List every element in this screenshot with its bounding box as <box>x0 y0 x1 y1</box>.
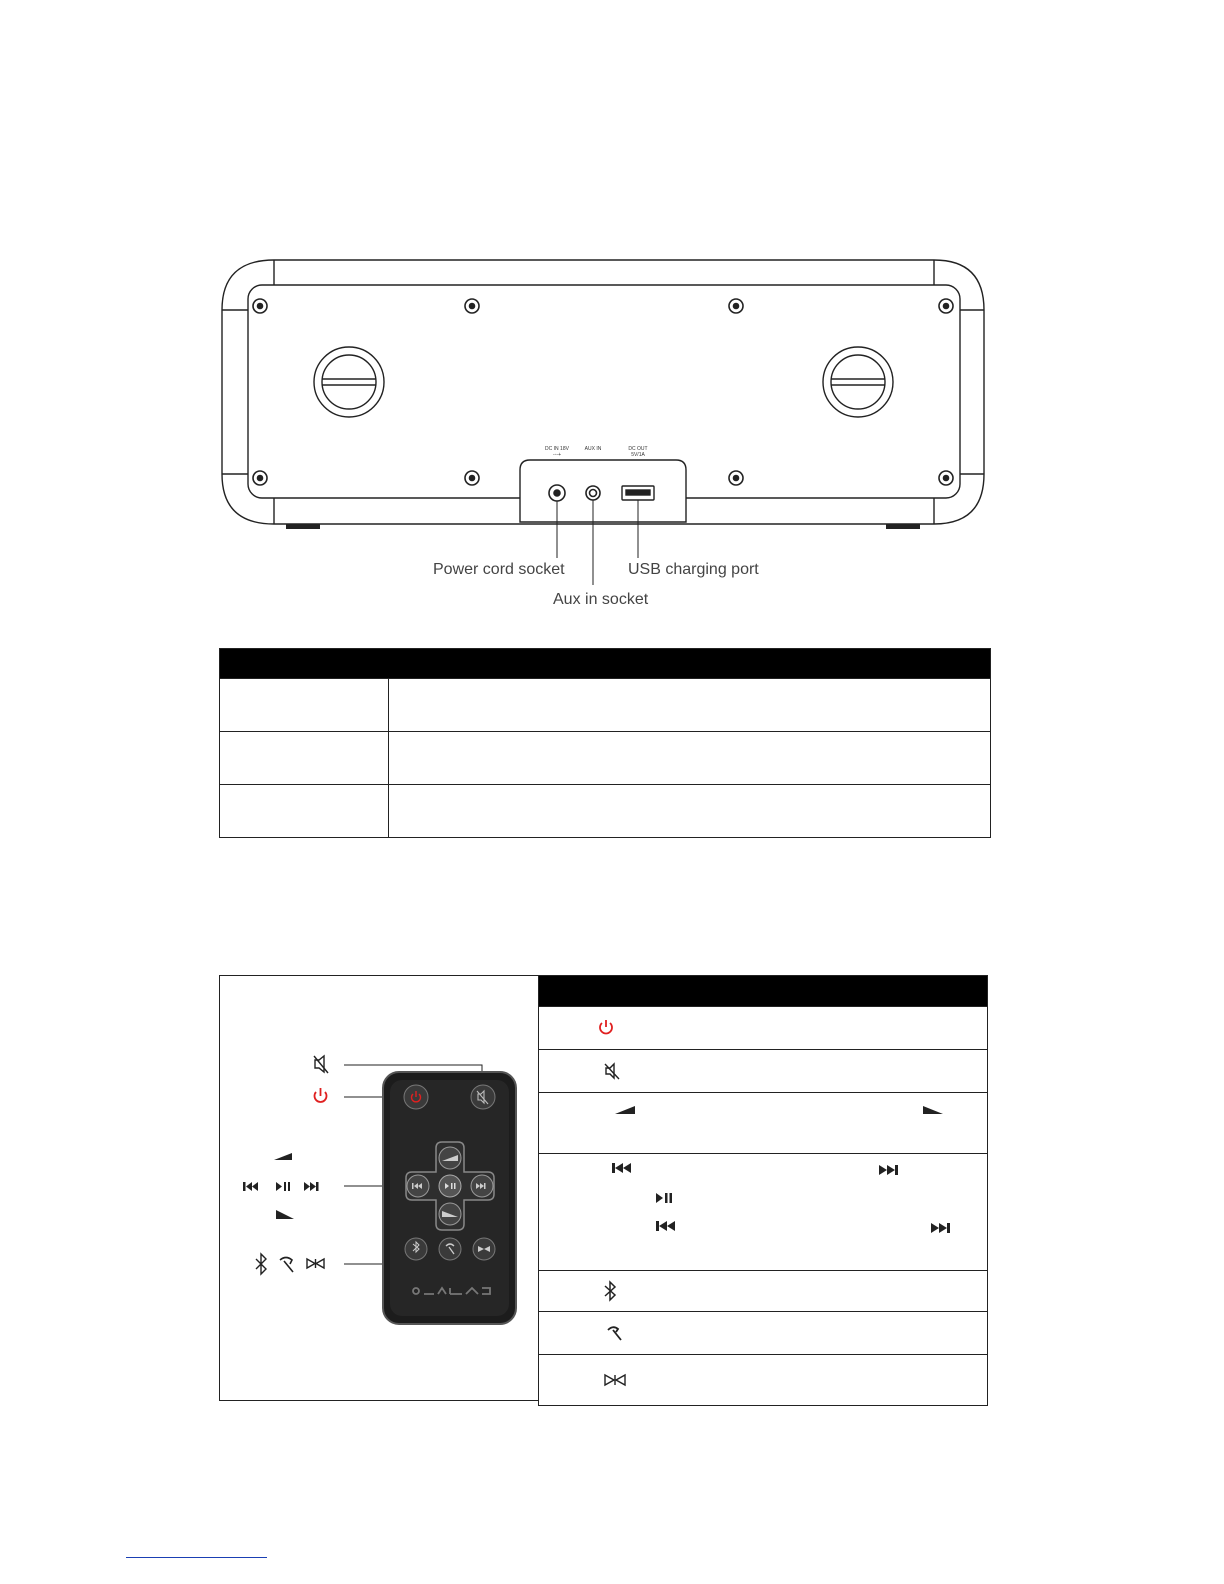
volume-up-icon <box>274 1153 292 1160</box>
screws <box>253 299 953 485</box>
dc-out-rating-label: 5V/1A <box>631 452 645 458</box>
bass-port-left <box>314 347 384 417</box>
aux-in-label: AUX IN <box>584 446 602 452</box>
table-row <box>220 732 991 785</box>
table-row <box>220 679 991 732</box>
previous-icon <box>611 1162 635 1174</box>
eq-row <box>539 1355 988 1406</box>
previous-icon <box>243 1182 258 1191</box>
aux-in-socket-callout: Aux in socket <box>553 591 649 608</box>
phone-icon <box>280 1258 293 1273</box>
table-row <box>539 1154 988 1271</box>
table-row <box>539 1312 988 1355</box>
ports-table-header-cell <box>389 649 991 679</box>
bluetooth-icon <box>603 1280 617 1302</box>
volume-up-icon <box>613 1104 637 1116</box>
volume-down-icon <box>921 1104 945 1116</box>
table-cell <box>389 679 991 732</box>
footer-link-underline[interactable] <box>126 1557 267 1558</box>
mute-icon <box>314 1056 328 1073</box>
ports-table-header <box>220 649 991 679</box>
table-cell <box>220 785 389 838</box>
table-row <box>539 1007 988 1050</box>
dc-out-label: DC OUT <box>628 446 648 452</box>
play-pause-icon <box>276 1182 290 1191</box>
remote-diagram <box>220 976 540 1402</box>
table-cell <box>220 732 389 785</box>
mute-row <box>539 1050 988 1093</box>
table-row <box>539 1050 988 1093</box>
dc-in-polarity-label: -◦-+ <box>552 452 562 458</box>
usb-charging-port-callout: USB charging port <box>628 561 759 578</box>
volume-row <box>539 1093 988 1154</box>
mute-icon <box>603 1061 621 1081</box>
next-icon <box>929 1222 953 1234</box>
power-icon <box>315 1088 327 1102</box>
ports-table-header-cell <box>220 649 389 679</box>
volume-down-icon <box>276 1210 294 1219</box>
table-row <box>539 1355 988 1406</box>
playback-row <box>539 1154 988 1271</box>
next-icon <box>877 1164 901 1176</box>
next-icon <box>304 1182 319 1191</box>
rear-panel-diagram <box>214 252 994 622</box>
phone-icon <box>605 1323 625 1343</box>
dc-in-label: DC IN 18V <box>545 446 569 452</box>
functions-table-header-cell <box>539 976 988 1007</box>
bass-port-right <box>823 347 893 417</box>
power-row <box>539 1007 988 1050</box>
table-row <box>539 1271 988 1312</box>
remote-diagram-cell <box>219 975 539 1401</box>
phone-row <box>539 1312 988 1355</box>
bluetooth-icon <box>256 1254 266 1274</box>
table-row <box>220 785 991 838</box>
functions-table-header <box>539 976 988 1007</box>
bluetooth-row <box>539 1271 988 1312</box>
eq-icon <box>307 1259 324 1268</box>
table-row <box>539 1093 988 1154</box>
ports-table <box>219 648 991 838</box>
table-cell <box>389 785 991 838</box>
play-pause-icon <box>655 1192 675 1204</box>
table-cell <box>220 679 389 732</box>
power-cord-socket-callout: Power cord socket <box>433 561 565 578</box>
table-cell <box>389 732 991 785</box>
power-icon <box>597 1018 615 1036</box>
previous-icon <box>655 1220 679 1232</box>
eq-icon <box>603 1373 627 1387</box>
remote-functions-table <box>538 975 988 1406</box>
